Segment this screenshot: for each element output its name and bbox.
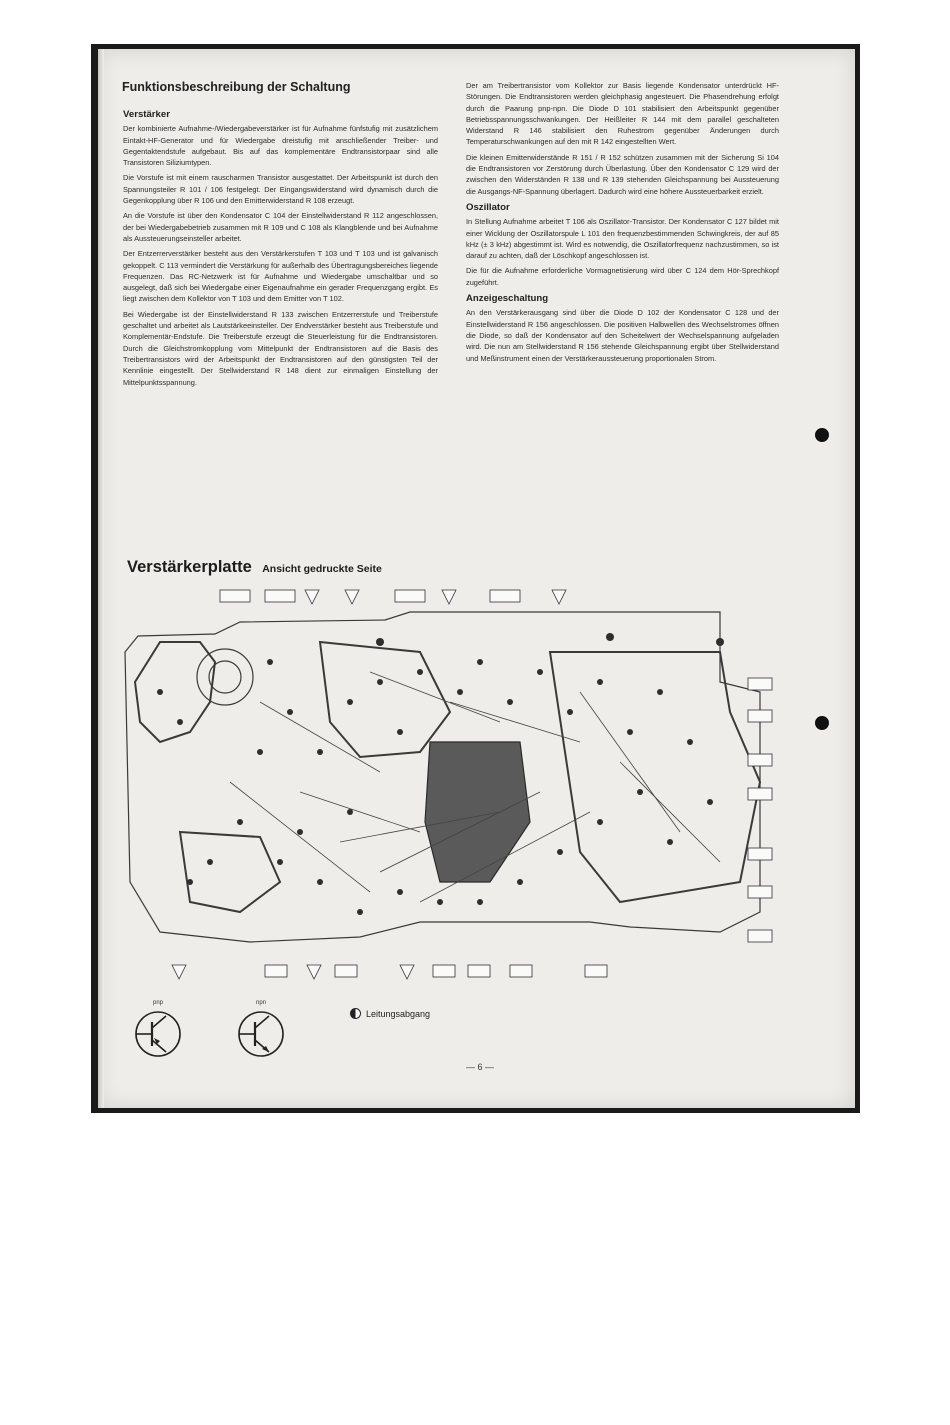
legend-line-exit [350, 1008, 430, 1019]
paragraph: Die Vorstufe ist mit einem rauscharmen Transistor ausgestattet. Der Arbeitspunkt ist durch den Spannungsteiler R 101 / 106 festgelegt. Der Eingangswiderstand wird dynamisch durch die Gegenkopplung über R 106 und den Emitterwiderstand R 108 erzeugt. [123, 173, 438, 206]
board-heading [127, 558, 382, 577]
legend-label: Leitungsabgang [366, 1008, 431, 1019]
transistor-symbol-pnp [130, 1000, 186, 1067]
transistor-label: pnp [152, 1000, 163, 1006]
pcb-layout-diagram [120, 582, 780, 982]
section-title-amplifier: Verstärker [123, 109, 170, 120]
paragraph: An die Vorstufe ist über den Kondensator C 104 der Einstellwiderstand R 112 angeschlossen, der bei Wiedergabebetrieb zusammen mit R 109 und C 108 als Klangblende und bei Aufnahme als Aussteuerungseinsteller arbeitet. [123, 211, 438, 243]
punch-hole-upper [815, 428, 829, 442]
npn-transistor-icon [233, 1006, 289, 1062]
paragraph: Der am Treibertransistor vom Kollektor zur Basis liegende Kondensator unterdrückt HF-Störungen. Die Endtransistoren werden gleichphasig angesteuert. Die Phasendrehung erfolgt durch die Paarung pnp-npn. Die Diode D 101 stabilisiert den Arbeitspunkt gegenüber Betriebsspannungsschwankungen. Der Heißleiter R 144 mit dem parallel geschalteten Widerstand R 146 stabilisiert den Ruhestrom gegenüber Änderungen durch Temperaturschwankungen auf den mit R 142 eingestellten Wert. [466, 81, 779, 147]
paragraph: Die für die Aufnahme erforderliche Vormagnetisierung wird über C 124 dem Hör-Sprechkopf zugeführt. [466, 266, 779, 287]
section-title-display-circuit: Anzeigeschaltung [466, 293, 549, 305]
page-heading: Funktionsbeschreibung der Schaltung [122, 80, 351, 94]
punch-hole-lower [815, 716, 829, 730]
page-number: — 6 — [465, 1062, 494, 1072]
pnp-transistor-icon [130, 1006, 186, 1062]
left-column [123, 109, 438, 392]
paragraph: An den Verstärkerausgang sind über die Diode D 102 der Kondensator C 128 und der Einstellwiderstand R 156 angeschlossen. Die positiven Halbwellen des Wechselstromes öffnen die Diode, so daß der Kondensator auf den Scheitelwert der Wechselspannung aufgeladen wird. Die nun am Stellwiderstand R 156 stehende Gleichspannung ergibt über Stellwiderstand und Meßinstrument einen der Verstärkeraussteuerung proportionalen Strom. [466, 308, 779, 363]
board-subtitle: Ansicht gedruckte Seite [262, 563, 382, 575]
half-filled-circle-icon [350, 1008, 361, 1019]
paragraph: In Stellung Aufnahme arbeitet T 106 als Oszillator-Transistor. Der Kondensator C 127 bildet mit einer Wicklung der Oszillatorspule L 101 den frequenzbestimmenden Schwingkreis, der auf 85 kHz (± 3 kHz) abgestimmt ist. Wird es notwendig, die Oszillatorfrequenz nachzustimmen, so ist darauf zu achten, daß der Löschkopf angeschlossen ist. [466, 217, 779, 261]
paragraph: Die kleinen Emitterwiderstände R 151 / R 152 schützen zusammen mit der Sicherung Si 104 die Endtransistoren vor Zerstörung durch Überlastung. Über den Kondensator C 129 wird der zwischen den Widerständen R 138 und R 139 stehenden Gleichspannung bei Aussteuerung die Ausgangs-NF-Spannung überlagert. Dadurch wird eine höhere Aussteuerbarkeit erzielt. [466, 152, 779, 196]
paragraph: Der Entzerrerverstärker besteht aus den Verstärkerstufen T 103 und T 103 und ist galvanisch gekoppelt. C 113 vermindert die Verstärkung für außerhalb des Übertragungsbereiches liegende Frequenzen. Das RC-Netzwerk ist für Aufnahme und Wiedergabe umschaltbar und so ausgelegt, daß sich bei Wiedergabe einer Eigenaufnahme ein gerader Frequenzgang ergibt. Es liegt zwischen dem Kollektor von T 103 und dem Emitter von T 102. [123, 249, 438, 304]
board-title: Verstärkerplatte [127, 558, 252, 576]
transistor-label: npn [255, 1000, 266, 1006]
transistor-symbol-npn [233, 1000, 289, 1067]
paragraph: Der kombinierte Aufnahme-/Wiedergabeverstärker ist für Aufnahme fünfstufig mit zusätzlichem Eintakt-HF-Generator und für Wiedergabe dreistufig mit anschließender Treiber- und Gegentaktendstufe aufgebaut. Bis auf das komplementäre Endtransistorpaar sind alle Transistoren Siliziumtypen. [123, 124, 438, 168]
paper-fold-shadow [98, 49, 104, 1108]
section-title-oscillator: Oszillator [466, 201, 510, 213]
right-column [466, 80, 779, 368]
paragraph: Bei Wiedergabe ist der Einstellwiderstand R 133 zwischen Entzerrerstufe und Treiberstufe geschaltet und arbeitet als Lautstärkeeinsteller. Der Endverstärker besteht aus Treiberstufe und Komplementär-Endstufe. Die Treiberstufe erzeugt die Steuerleistung für die Endtransistoren. Durch die Gleichstromkopplung vom Mittelpunkt der Endtransistoren auf die Basis des Treibertransistors wird der Arbeitspunkt der Endtransistoren auf den günstigsten Teil der Kennlinie eingestellt. Der Stellwiderstand R 148 dient zur einmaligen Einstellung der Mittelpunktsspannung. [123, 309, 438, 387]
